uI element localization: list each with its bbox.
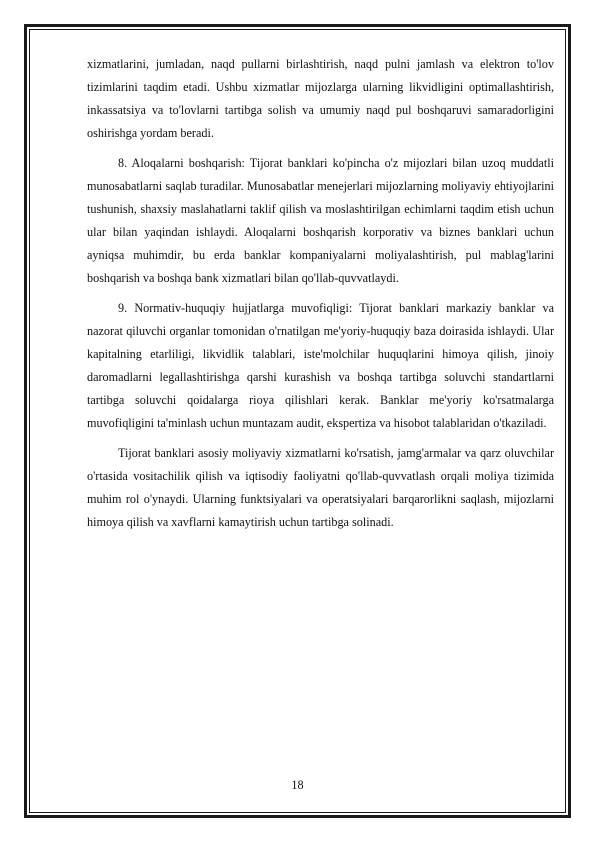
paragraph-item-9: 9. Normativ-huquqiy hujjatlarga muvofiqligi: Tijorat banklari markaziy banklar va nazorat qiluvchi organlar tomonidan o'rnatilgan me'yoriy-huquqiy baza doirasida ishlaydi. Ular kapitalning etarliligi, likvidlik talablari, iste'molchilar huquqlarini himoya qilish, jinoiy daromadlarni legallashtirishga qarshi kurashish va boshqa tartibga soluvchi standartlarni tartibga soluvchi qoidalarga rioya qilishlari kerak. Banklar me'yoriy ko'rsatmalarga muvofiqligini ta'minlash uchun muntazam audit, ekspertiza va hisobot talablaridan o'tkaziladi. <box>87 300 554 431</box>
document-body <box>87 53 554 541</box>
paragraph-continuation: xizmatlarini, jumladan, naqd pullarni birlashtirish, naqd pulni jamlash va elektron to'lov tizimlarini taqdim etadi. Ushbu xizmatlar mijozlarga ularning likvidligini optimallashtirish, inkassatsiya va to'lovlarni tartibga solish va umumiy naqd pul boshqaruvi samaradorligini oshirishga yordam beradi. <box>87 57 554 141</box>
page-number: 18 <box>291 778 304 792</box>
paragraph-conclusion: Tijorat banklari asosiy moliyaviy xizmatlarni ko'rsatish, jamg'armalar va qarz oluvchilar o'rtasida vositachilik qilish va iqtisodiy faoliyatni qo'llab-quvvatlash orqali moliya tizimida muhim rol o'ynaydi. Ularning funktsiyalari va operatsiyalari barqarorlikni saqlash, mijozlarni himoya qilish va xavflarni kamaytirish uchun tartibga solinadi. <box>87 446 554 530</box>
paragraph-item-8: 8. Aloqalarni boshqarish: Tijorat banklari ko'pincha o'z mijozlari bilan uzoq muddatli munosabatlarni saqlab turadilar. Munosabatlar menejerlari mijozlarning moliyaviy ehtiyojlarini tushunish, shaxsiy maslahatlarni taklif qilish va moslashtirilgan echimlarni taqdim etish uchun ular bilan yaqindan ishlaydi. Aloqalarni boshqarish korporativ va biznes banklari uchun ayniqsa muhimdir, bu erda banklar kompaniyalarni moliyalashtirish, pul mablag'larini boshqarish va boshqa bank xizmatlari bilan qo'llab-quvvatlaydi. <box>87 155 554 286</box>
